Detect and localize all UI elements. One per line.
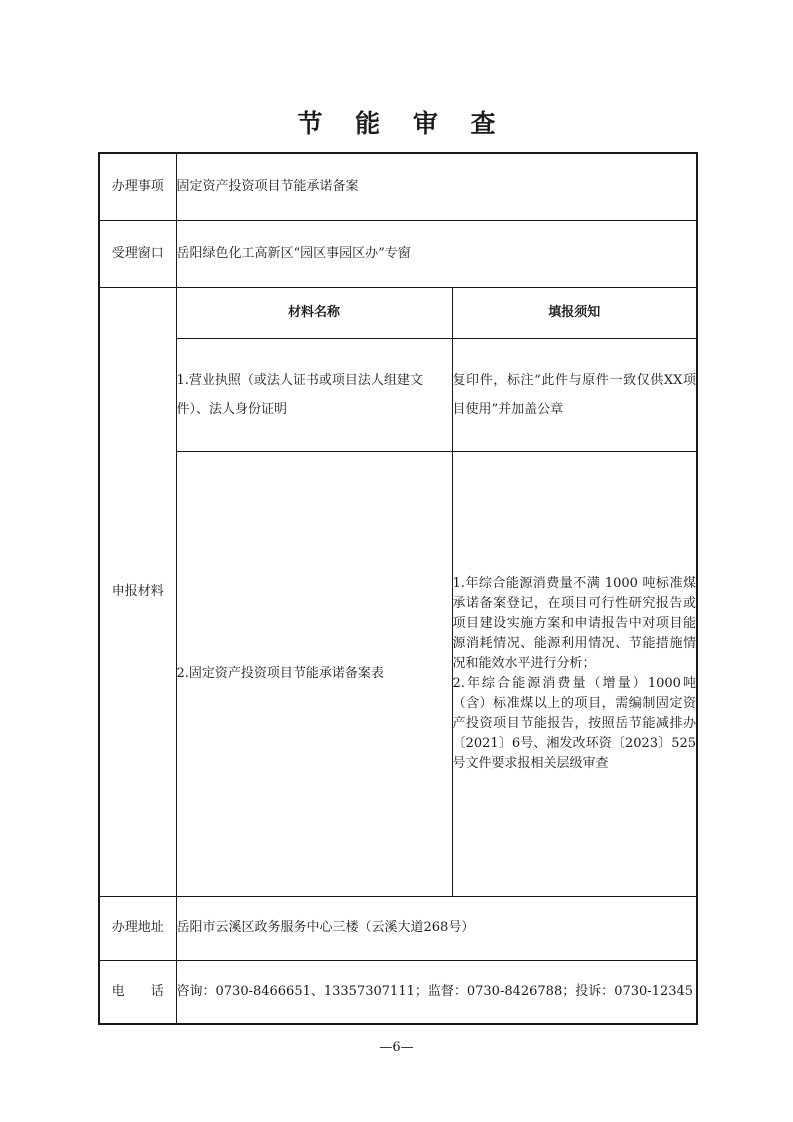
material-note-2 [452, 451, 697, 896]
phone-label-char-2: 话 [150, 983, 164, 999]
material-note-1-para-1: 复印件，标注“此件与原件一致仅供XX项目使用”并加盖公章 [452, 372, 697, 417]
row-item [99, 153, 697, 220]
window-label: 受理窗口 [99, 220, 176, 287]
window-value: 岳阳绿色化工高新区“园区事园区办”专窗 [176, 220, 697, 287]
row-window [99, 220, 697, 287]
col-header-fill-notes: 填报须知 [452, 287, 697, 338]
material-row-2 [99, 451, 697, 896]
material-name-1: 1.营业执照（或法人证书或项目法人组建文件）、法人身份证明 [176, 338, 452, 451]
material-name-2: 2.固定资产投资项目节能承诺备案表 [176, 451, 452, 896]
address-label: 办理地址 [99, 896, 176, 960]
item-value: 固定资产投资项目节能承诺备案 [176, 153, 697, 220]
material-row-1 [99, 338, 697, 451]
phone-label [99, 960, 176, 1024]
page-title: 节 能 审 查 [297, 109, 508, 138]
row-phone [99, 960, 697, 1024]
row-address [99, 896, 697, 960]
phone-value: 咨询：0730-8466651、13357307111；监督：0730-8426788；投诉：0730-12345 [176, 960, 697, 1024]
material-note-2-para-1: 1.年综合能源消费量不满 1000 吨标准煤承诺备案登记，在项目可行性研究报告或项目建设实施方案和申请报告中对项目能源消耗情况、能源利用情况、节能措施情况和能效水平进行分析； [452, 575, 697, 671]
address-value: 岳阳市云溪区政务服务中心三楼（云溪大道268号） [176, 896, 697, 960]
materials-label: 申报材料 [99, 287, 176, 896]
material-note-1 [452, 338, 697, 451]
col-header-material-name: 材料名称 [176, 287, 452, 338]
info-table [98, 152, 698, 1025]
phone-label-char-1: 电 [111, 983, 125, 999]
material-note-2-para-2: 2.年综合能源消费量（增量）1000吨（含）标准煤以上的项目，需编制固定资产投资项目节能报告，按照岳节能减排办〔2021〕6号、湘发改环资〔2023〕525号文件要求报相关层级审查 [452, 675, 697, 771]
row-materials-header [99, 287, 697, 338]
item-label: 办理事项 [99, 153, 176, 220]
page-number: —6— [379, 1040, 414, 1055]
